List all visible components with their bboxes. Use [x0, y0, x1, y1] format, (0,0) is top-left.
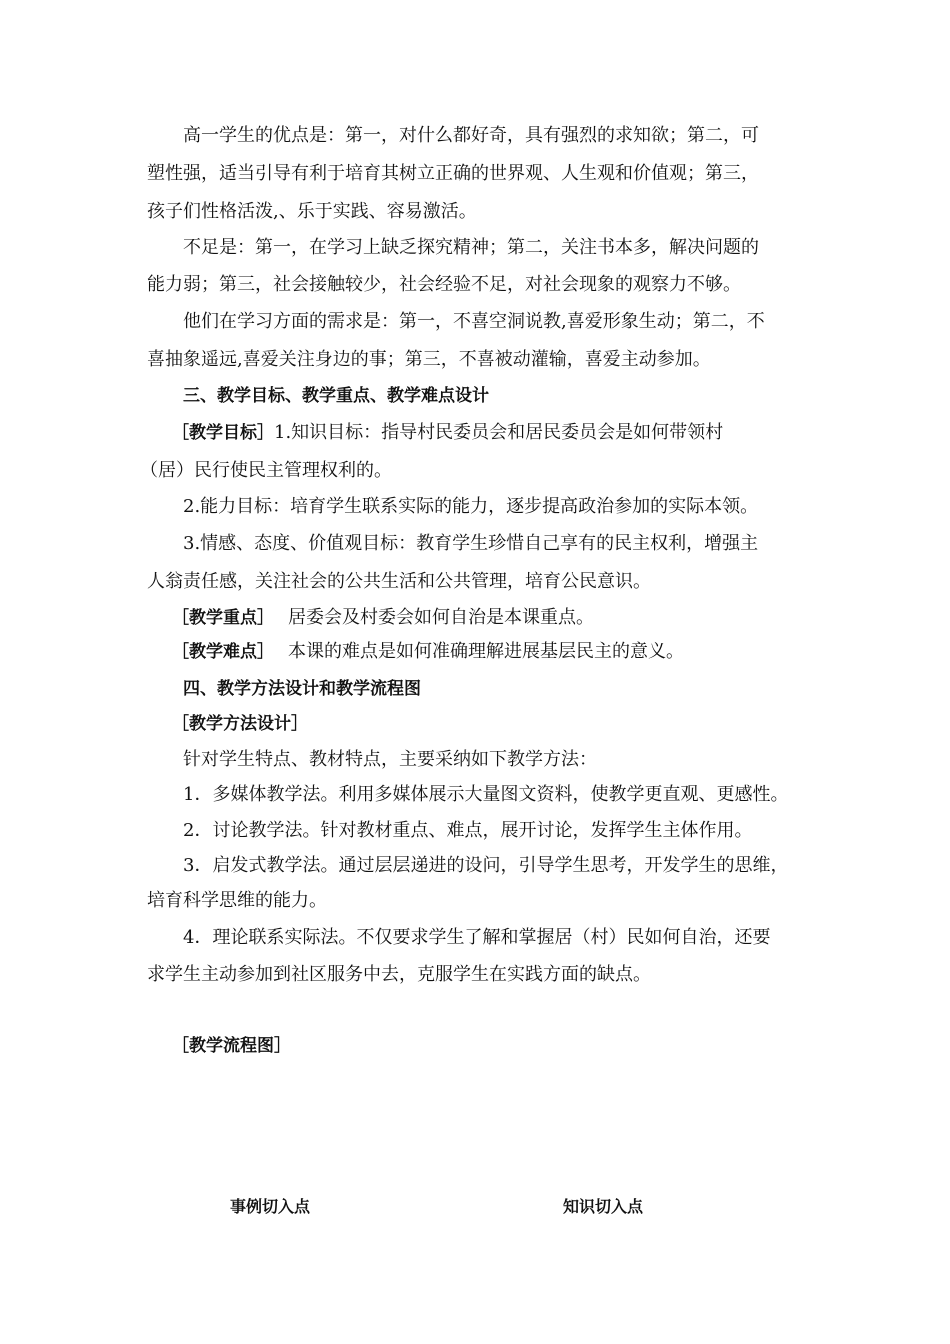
key-point-label: ［教学重点］	[172, 608, 274, 628]
flowchart-node-knowledge-entry: 知识切入点	[563, 1197, 644, 1216]
method-3-a: 3．启发式教学法。通过层层递进的设问，引导学生思考，开发学生的思维，	[183, 855, 789, 876]
goal-1-text-a: 1.知识目标：指导村民委员会和居民委员会是如何带领村	[274, 422, 724, 443]
method-2: 2．讨论教学法。针对教材重点、难点，展开讨论，发挥学生主体作用。	[183, 820, 753, 841]
section-4-heading: 四、教学方法设计和教学流程图	[183, 679, 421, 699]
weaknesses-line-1: 不足是：第一，在学习上缺乏探究精神；第二，关注书本多，解决问题的	[183, 237, 759, 258]
difficulty-line	[172, 640, 684, 664]
method-4-a: 4．理论联系实际法。不仅要求学生了解和掌握居（村）民如何自治，还要	[183, 927, 771, 948]
goals-label: ［教学目标］	[172, 423, 274, 443]
flowchart-node-case-entry: 事例切入点	[230, 1197, 311, 1216]
difficulty-label: ［教学难点］	[172, 642, 274, 662]
goal-1-text-b: （居）民行使民主管理权利的。	[140, 460, 392, 481]
goal-3-text-b: 人翁责任感，关注社会的公共生活和公共管理，培育公民意识。	[147, 571, 651, 592]
needs-line-1: 他们在学习方面的需求是：第一，不喜空洞说教,喜爱形象生动；第二，不	[183, 311, 765, 332]
method-1: 1．多媒体教学法。利用多媒体展示大量图文资料，使教学更直观、更感性。	[183, 784, 789, 805]
methods-label: ［教学方法设计］	[172, 714, 308, 734]
strengths-line-2: 塑性强，适当引导有利于培育其树立正确的世界观、人生观和价值观；第三，	[147, 163, 759, 184]
weaknesses-line-2: 能力弱；第三，社会接触较少，社会经验不足，对社会现象的观察力不够。	[147, 274, 741, 295]
difficulty-text: 本课的难点是如何准确理解进展基层民主的意义。	[288, 641, 684, 662]
strengths-line-3: 孩子们性格活泼,、乐于实践、容易激活。	[147, 201, 477, 222]
method-4-b: 求学生主动参加到社区服务中去，克服学生在实践方面的缺点。	[147, 964, 651, 985]
key-point-line	[172, 606, 594, 630]
strengths-line-1: 高一学生的优点是：第一，对什么都好奇，具有强烈的求知欲；第二，可	[183, 125, 759, 146]
goal-2-text: 2.能力目标：培育学生联系实际的能力，逐步提高政治参加的实际本领。	[183, 496, 759, 517]
flowchart-label: ［教学流程图］	[172, 1036, 291, 1056]
needs-line-2: 喜抽象遥远,喜爱关注身边的事；第三，不喜被动灌输，喜爱主动参加。	[147, 349, 711, 370]
key-point-text: 居委会及村委会如何自治是本课重点。	[288, 607, 594, 628]
goal-3-text-a: 3.情感、态度、价值观目标：教育学生珍惜自己享有的民主权利，增强主	[183, 533, 759, 554]
methods-intro: 针对学生特点、教材特点，主要采纳如下教学方法：	[183, 749, 597, 770]
goals-line-1	[172, 421, 723, 445]
method-3-b: 培育科学思维的能力。	[147, 890, 327, 911]
section-3-heading: 三、教学目标、教学重点、教学难点设计	[183, 386, 489, 406]
